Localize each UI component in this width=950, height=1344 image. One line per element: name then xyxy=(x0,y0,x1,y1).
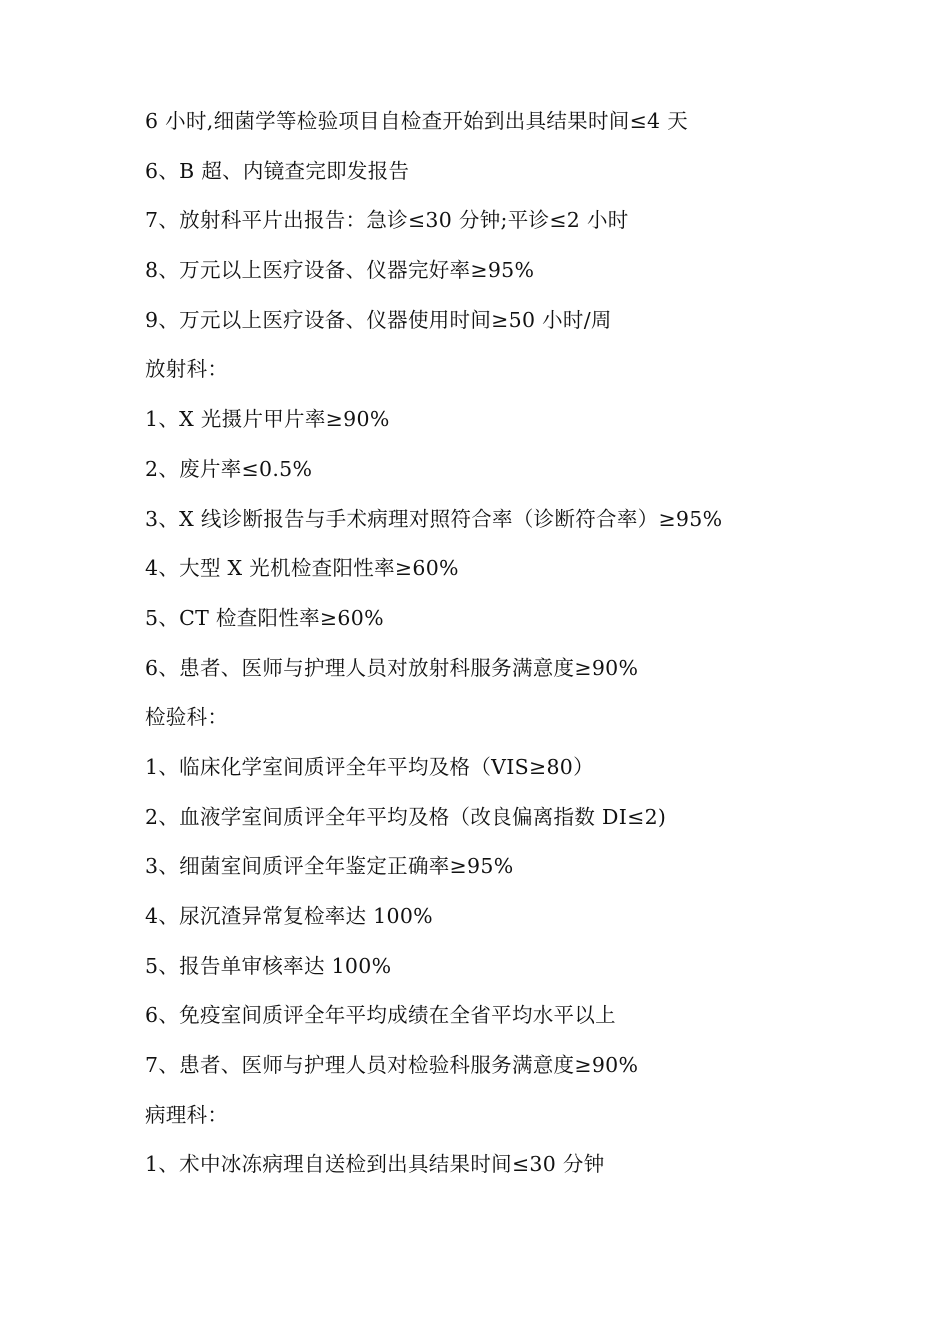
text-line: 1、术中冰冻病理自送检到出具结果时间≤30 分钟 xyxy=(145,1152,605,1177)
document-body xyxy=(145,102,910,1195)
section-heading: 检验科： xyxy=(145,705,229,730)
text-line: 2、废片率≤0.5% xyxy=(145,456,313,481)
text-line: 2、血液学室间质评全年平均及格（改良偏离指数 DI≤2) xyxy=(145,804,667,829)
text-line: 6、患者、医师与护理人员对放射科服务满意度≥90% xyxy=(145,655,639,680)
text-line: 3、X 线诊断报告与手术病理对照符合率（诊断符合率）≥95% xyxy=(145,506,723,531)
text-line: 4、大型 X 光机检查阳性率≥60% xyxy=(145,556,459,581)
text-line: 8、万元以上医疗设备、仪器完好率≥95% xyxy=(145,258,535,283)
text-line: 5、报告单审核率达 100% xyxy=(145,953,392,978)
section-heading: 病理科： xyxy=(145,1102,229,1127)
text-line: 4、尿沉渣异常复检率达 100% xyxy=(145,904,433,928)
text-line: 9、万元以上医疗设备、仪器使用时间≥50 小时/周 xyxy=(145,307,612,332)
text-line: 7、患者、医师与护理人员对检验科服务满意度≥90% xyxy=(145,1053,639,1078)
text-line: 5、CT 检查阳性率≥60% xyxy=(145,605,384,630)
text-line: 7、放射科平片出报告：急诊≤30 分钟;平诊≤2 小时 xyxy=(145,208,629,233)
text-line: 3、细菌室间质评全年鉴定正确率≥95% xyxy=(145,854,514,879)
text-line: 1、X 光摄片甲片率≥90% xyxy=(145,407,390,432)
text-line: 6 小时,细菌学等检验项目自检查开始到出具结果时间≤4 天 xyxy=(145,109,689,133)
text-line: 6、B 超、内镜查完即发报告 xyxy=(145,158,410,183)
section-heading: 放射科： xyxy=(145,357,229,382)
text-line: 6、免疫室间质评全年平均成绩在全省平均水平以上 xyxy=(145,1003,616,1028)
text-line: 1、临床化学室间质评全年平均及格（VIS≥80） xyxy=(145,754,594,779)
